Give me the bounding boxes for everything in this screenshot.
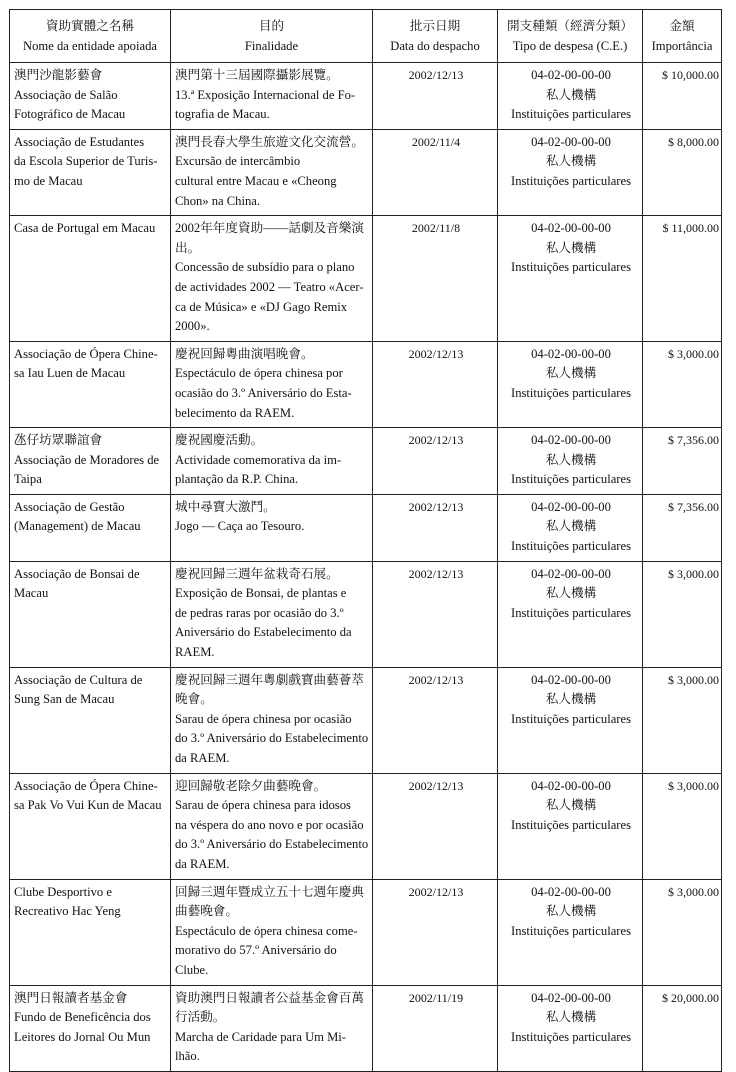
purpose-line: Espectáculo de ópera chinesa come- xyxy=(175,923,358,938)
purpose-line: de actividades 2002 — Teatro «Acer- xyxy=(175,279,364,294)
purpose-line: do 3.º Aniversário do Estabelecimento xyxy=(175,731,369,746)
expense-type-line: Instituições particulares xyxy=(511,173,631,188)
entity-line: da Escola Superior de Turis- xyxy=(14,154,158,169)
expense-type-line: 私人機構 xyxy=(545,798,597,813)
purpose-line: Concessão de subsídio para o plano xyxy=(175,260,355,275)
table-row xyxy=(10,667,722,773)
purpose-line: 慶祝回歸三週年盆栽奇石展。 xyxy=(175,566,339,581)
purpose-line: ca de Música» e «DJ Gago Remix xyxy=(175,299,348,314)
expense-type-line: 私人機構 xyxy=(545,87,597,102)
purpose-cell xyxy=(171,879,373,985)
expense-type-line: 私人機構 xyxy=(545,452,597,467)
header-amount xyxy=(643,10,722,63)
expense-type-line: 04-02-00-00-00 xyxy=(531,346,611,361)
entity-line: sa Pak Vo Vui Kun de Macau xyxy=(14,798,162,813)
expense-type-line: 04-02-00-00-00 xyxy=(531,433,611,448)
amount-cell: $ 10,000.00 xyxy=(643,63,722,130)
header-purpose xyxy=(171,10,373,63)
expense-type-line: 私人機構 xyxy=(545,1010,597,1025)
purpose-line: 2002年年度資助——話劇及音樂演 xyxy=(175,221,364,236)
header-date-pt: Data do despacho xyxy=(390,39,480,53)
expense-type-cell xyxy=(498,129,643,215)
expense-type-line: 04-02-00-00-00 xyxy=(531,68,611,82)
table-row xyxy=(10,985,722,1071)
entity-line: 澳門沙龍影藝會 xyxy=(14,68,103,82)
purpose-cell xyxy=(171,667,373,773)
expense-type-line: Instituições particulares xyxy=(511,260,631,275)
expense-type-line: 私人機構 xyxy=(545,240,597,255)
entity-line: Sung San de Macau xyxy=(14,692,115,707)
expense-type-line: 04-02-00-00-00 xyxy=(531,884,611,899)
entity-line: Associação de Gestão xyxy=(14,499,125,514)
purpose-line: Jogo — Caça ao Tesouro. xyxy=(175,519,305,534)
expense-type-line: Instituições particulares xyxy=(511,817,631,832)
purpose-cell xyxy=(171,494,373,561)
purpose-line: da RAEM. xyxy=(175,751,230,765)
purpose-line: 2000». xyxy=(175,319,210,334)
expense-type-line: 04-02-00-00-00 xyxy=(531,221,611,236)
purpose-line: cultural entre Macau e «Cheong xyxy=(175,173,337,188)
purpose-cell xyxy=(171,63,373,130)
entity-line: (Management) de Macau xyxy=(14,519,141,534)
entity-cell xyxy=(10,129,171,215)
expense-type-line: Instituições particulares xyxy=(511,539,631,554)
expense-type-line: Instituições particulares xyxy=(511,385,631,400)
entity-cell xyxy=(10,985,171,1071)
entity-line: Clube Desportivo e xyxy=(14,884,112,899)
purpose-line: Espectáculo de ópera chinesa por xyxy=(175,366,343,381)
purpose-line: 資助澳門日報讀者公益基金會百萬 xyxy=(175,990,364,1005)
entity-line: Associação de Salão xyxy=(14,87,118,102)
expense-type-cell xyxy=(498,63,643,130)
table-row xyxy=(10,428,722,495)
purpose-line: belecimento da RAEM. xyxy=(175,405,295,420)
purpose-line: Exposição de Bonsai, de plantas e xyxy=(175,586,347,601)
expense-type-cell xyxy=(498,773,643,879)
expense-type-line: 04-02-00-00-00 xyxy=(531,672,611,687)
table-body xyxy=(10,63,722,1072)
header-amount-zh: 金額 xyxy=(669,19,695,33)
date-cell: 2002/11/4 xyxy=(373,129,498,215)
expense-type-line: 04-02-00-00-00 xyxy=(531,778,611,793)
entity-line: 氹仔坊眾聯誼會 xyxy=(14,433,103,448)
date-cell: 2002/12/13 xyxy=(373,773,498,879)
purpose-line: Actividade comemorativa da im- xyxy=(175,452,342,467)
entity-cell xyxy=(10,341,171,427)
entity-line: Associação de Ópera Chine- xyxy=(14,778,158,793)
header-type-pt: Tipo de despesa (C.E.) xyxy=(512,39,628,53)
date-cell: 2002/11/19 xyxy=(373,985,498,1071)
entity-line: Macau xyxy=(14,586,49,601)
amount-cell: $ 3,000.00 xyxy=(643,667,722,773)
purpose-line: 行活動。 xyxy=(175,1010,226,1025)
date-cell: 2002/12/13 xyxy=(373,561,498,667)
purpose-line: 迎回歸敬老除夕曲藝晚會。 xyxy=(175,778,327,793)
entity-line: Associação de Moradores de xyxy=(14,452,160,467)
expense-type-line: Instituições particulares xyxy=(511,1029,631,1044)
header-purpose-zh: 目的 xyxy=(258,19,285,33)
date-cell: 2002/12/13 xyxy=(373,667,498,773)
date-cell: 2002/12/13 xyxy=(373,428,498,495)
purpose-line: 慶祝回歸粵曲演唱晚會。 xyxy=(175,346,314,361)
purpose-cell xyxy=(171,561,373,667)
entity-cell xyxy=(10,494,171,561)
date-cell: 2002/12/13 xyxy=(373,341,498,427)
header-entity xyxy=(10,10,171,63)
purpose-line: Aniversário do Estabelecimento da xyxy=(175,625,352,640)
purpose-line: Sarau de ópera chinesa para idosos xyxy=(175,798,351,813)
expense-type-line: Instituições particulares xyxy=(511,107,631,122)
purpose-line: na véspera do ano novo e por ocasião xyxy=(175,817,364,832)
expense-type-cell xyxy=(498,667,643,773)
entity-line: Casa de Portugal em Macau xyxy=(14,221,156,236)
amount-cell: $ 3,000.00 xyxy=(643,341,722,427)
table-row xyxy=(10,879,722,985)
entity-line: Leitores do Jornal Ou Mun xyxy=(14,1029,151,1044)
amount-cell: $ 11,000.00 xyxy=(643,216,722,342)
entity-cell xyxy=(10,428,171,495)
expense-type-line: 私人機構 xyxy=(545,154,597,169)
entity-line: Associação de Cultura de xyxy=(14,672,143,687)
purpose-cell xyxy=(171,428,373,495)
entity-line: Fundo de Beneficência dos xyxy=(14,1010,151,1025)
header-type-zh: 開支種類（經濟分類） xyxy=(507,19,633,33)
purpose-line: 澳門第十三屆國際攝影展覽。 xyxy=(175,68,339,82)
expense-type-line: Instituições particulares xyxy=(511,923,631,938)
entity-cell xyxy=(10,63,171,130)
expense-type-line: Instituições particulares xyxy=(511,472,631,487)
purpose-line: da RAEM. xyxy=(175,856,230,871)
amount-cell: $ 3,000.00 xyxy=(643,561,722,667)
purpose-line: 曲藝晚會。 xyxy=(175,904,238,919)
entity-line: sa Iau Luen de Macau xyxy=(14,366,126,381)
expense-type-cell xyxy=(498,494,643,561)
table-row xyxy=(10,216,722,342)
header-entity-zh: 資助實體之名稱 xyxy=(45,19,135,33)
expense-type-cell xyxy=(498,341,643,427)
entity-cell xyxy=(10,561,171,667)
date-cell: 2002/12/13 xyxy=(373,63,498,130)
entity-line: Associação de Ópera Chine- xyxy=(14,346,158,361)
expense-type-line: 04-02-00-00-00 xyxy=(531,499,611,514)
purpose-line: plantação da R.P. China. xyxy=(175,472,299,487)
entity-cell xyxy=(10,667,171,773)
expense-type-cell xyxy=(498,428,643,495)
header-date-zh: 批示日期 xyxy=(409,19,461,33)
purpose-cell xyxy=(171,341,373,427)
expense-type-cell xyxy=(498,216,643,342)
purpose-line: Marcha de Caridade para Um Mi- xyxy=(175,1029,346,1044)
purpose-line: ocasião do 3.º Aniversário do Esta- xyxy=(175,385,352,400)
purpose-line: 晚會。 xyxy=(175,692,213,707)
purpose-line: Excursão de intercâmbio xyxy=(175,154,301,169)
purpose-line: lhão. xyxy=(175,1049,200,1064)
expense-type-line: 04-02-00-00-00 xyxy=(531,566,611,581)
purpose-line: de pedras raras por ocasião do 3.º xyxy=(175,605,344,620)
purpose-line: do 3.º Aniversário do Estabelecimento xyxy=(175,837,369,852)
expense-type-line: Instituições particulares xyxy=(511,711,631,726)
amount-cell: $ 3,000.00 xyxy=(643,879,722,985)
expense-type-line: 04-02-00-00-00 xyxy=(531,990,611,1005)
header-type xyxy=(498,10,643,63)
date-cell: 2002/12/13 xyxy=(373,879,498,985)
purpose-line: 13.ª Exposição Internacional de Fo- xyxy=(175,87,356,102)
purpose-line: 城中尋寶大激鬥。 xyxy=(175,499,276,514)
entity-cell xyxy=(10,879,171,985)
amount-cell: $ 7,356.00 xyxy=(643,428,722,495)
purpose-line: tografia de Macau. xyxy=(175,107,270,122)
entity-line: Fotográfico de Macau xyxy=(14,107,126,122)
amount-cell: $ 3,000.00 xyxy=(643,773,722,879)
purpose-line: Chon» na China. xyxy=(175,193,261,208)
purpose-cell xyxy=(171,129,373,215)
expense-type-line: 私人機構 xyxy=(545,519,597,534)
expense-type-cell xyxy=(498,985,643,1071)
table-row xyxy=(10,773,722,879)
purpose-line: RAEM. xyxy=(175,645,215,660)
date-cell: 2002/12/13 xyxy=(373,494,498,561)
expense-type-line: Instituições particulares xyxy=(511,605,631,620)
table-row xyxy=(10,494,722,561)
entity-line: 澳門日報讀者基金會 xyxy=(14,990,128,1005)
expense-type-line: 私人機構 xyxy=(545,586,597,601)
entity-line: mo de Macau xyxy=(14,173,83,188)
purpose-line: 澳門長春大學生旅遊文化交流營。 xyxy=(175,134,364,149)
entity-cell xyxy=(10,773,171,879)
entity-line: Associação de Bonsai de xyxy=(14,566,140,581)
purpose-line: Sarau de ópera chinesa por ocasião xyxy=(175,711,352,726)
entity-line: Recreativo Hac Yeng xyxy=(14,904,121,919)
date-cell: 2002/11/8 xyxy=(373,216,498,342)
table-header-row xyxy=(10,10,722,63)
amount-cell: $ 8,000.00 xyxy=(643,129,722,215)
expense-type-line: 私人機構 xyxy=(545,692,597,707)
purpose-line: Clube. xyxy=(175,962,209,977)
table-row xyxy=(10,341,722,427)
amount-cell: $ 20,000.00 xyxy=(643,985,722,1071)
header-date xyxy=(373,10,498,63)
purpose-line: 慶祝回歸三週年粵劇戲寶曲藝薈萃 xyxy=(175,672,364,687)
expense-type-line: 04-02-00-00-00 xyxy=(531,134,611,149)
table-row xyxy=(10,561,722,667)
header-purpose-pt: Finalidade xyxy=(244,39,299,53)
expense-type-line: 私人機構 xyxy=(545,366,597,381)
purpose-cell xyxy=(171,985,373,1071)
amount-cell: $ 7,356.00 xyxy=(643,494,722,561)
purpose-cell xyxy=(171,773,373,879)
purpose-line: 慶祝國慶活動。 xyxy=(175,433,264,448)
purpose-line: 回歸三週年暨成立五十七週年慶典 xyxy=(175,884,364,899)
purpose-cell xyxy=(171,216,373,342)
header-entity-pt: Nome da entidade apoiada xyxy=(23,39,157,53)
purpose-line: 出。 xyxy=(175,240,201,255)
entity-line: Taipa xyxy=(14,472,42,487)
expense-type-cell xyxy=(498,879,643,985)
expense-type-cell xyxy=(498,561,643,667)
expense-type-line: 私人機構 xyxy=(545,904,597,919)
header-amount-pt: Importância xyxy=(651,39,713,53)
entity-cell xyxy=(10,216,171,342)
entity-line: Associação de Estudantes xyxy=(14,134,145,149)
table-row xyxy=(10,63,722,130)
subsidy-table xyxy=(9,9,722,1072)
table-row xyxy=(10,129,722,215)
purpose-line: morativo do 57.º Aniversário do xyxy=(175,943,337,958)
